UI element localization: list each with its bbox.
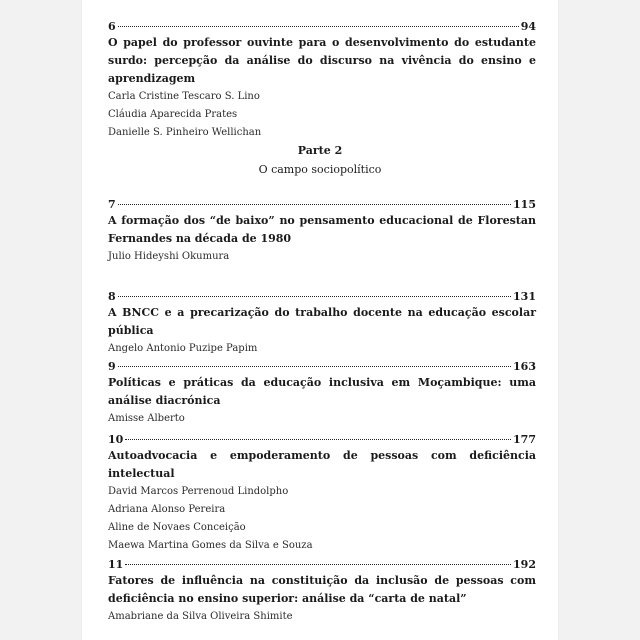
- toc-entry[interactable]: [108, 20, 536, 142]
- author-name: Amisse Alberto: [108, 413, 185, 424]
- chapter-number: 10: [108, 433, 124, 446]
- author-name: Amabriane da Silva Oliveira Shimite: [108, 611, 293, 622]
- toc-number-line: [108, 360, 536, 374]
- chapter-title: Políticas e práticas da educação inclusiva em Moçambique: uma análise diacrónica: [108, 376, 536, 407]
- page-number: 115: [513, 198, 536, 211]
- author-name: Aline de Novaes Conceição: [108, 522, 246, 533]
- author-name: Danielle S. Pinheiro Wellichan: [108, 127, 262, 138]
- page-number: 192: [513, 558, 536, 571]
- page-number: 131: [513, 290, 536, 303]
- page-number: 177: [513, 433, 536, 446]
- chapter-title: Fatores de influência na constituição da inclusão de pessoas com deficiência no ensino superior: análise da “carta de natal”: [108, 574, 536, 605]
- toc-number-line: [108, 20, 536, 34]
- toc-entry[interactable]: [108, 433, 536, 555]
- dot-leader: [125, 439, 511, 440]
- document-page: [82, 0, 558, 640]
- author-name: Angelo Antonio Puzipe Papim: [108, 343, 258, 354]
- author-name: Cláudia Aparecida Prates: [108, 109, 238, 120]
- toc-number-line: [108, 558, 536, 572]
- author-name: Julio Hideyshi Okumura: [108, 251, 230, 262]
- part-label: Parte 2: [297, 144, 343, 157]
- chapter-number: 6: [108, 20, 116, 33]
- toc-entry[interactable]: [108, 558, 536, 626]
- chapter-title: A BNCC e a precarização do trabalho docente na educação escolar pública: [108, 306, 536, 337]
- author-name: Carla Cristine Tescaro S. Lino: [108, 91, 260, 102]
- page-number: 94: [520, 20, 536, 33]
- chapter-title: A formação dos “de baixo” no pensamento educacional de Florestan Fernandes na década de 1980: [108, 214, 536, 245]
- chapter-number: 9: [108, 360, 116, 373]
- toc-entry[interactable]: [108, 198, 536, 266]
- dot-leader: [118, 296, 511, 297]
- dot-leader: [118, 366, 511, 367]
- author-name: Maewa Martina Gomes da Silva e Souza: [108, 540, 313, 551]
- page-number: 163: [513, 360, 536, 373]
- chapter-number: 8: [108, 290, 116, 303]
- toc-number-line: [108, 290, 536, 304]
- dot-leader: [118, 26, 519, 27]
- chapter-title: O papel do professor ouvinte para o desenvolvimento do estudante surdo: percepção da análise do discurso na vivência do ensino e aprendizagem: [108, 36, 536, 85]
- chapter-number: 11: [108, 558, 124, 571]
- chapter-number: 7: [108, 198, 116, 211]
- dot-leader: [125, 564, 511, 565]
- author-name: David Marcos Perrenoud Lindolpho: [108, 486, 289, 497]
- toc-entry[interactable]: [108, 360, 536, 428]
- chapter-title: Autoadvocacia e empoderamento de pessoas com deficiência intelectual: [108, 449, 536, 480]
- toc-number-line: [108, 433, 536, 447]
- toc-number-line: [108, 198, 536, 212]
- toc-entry[interactable]: [108, 290, 536, 358]
- part-title: O campo sociopolítico: [258, 163, 382, 176]
- dot-leader: [118, 204, 511, 205]
- author-name: Adriana Alonso Pereira: [108, 504, 226, 515]
